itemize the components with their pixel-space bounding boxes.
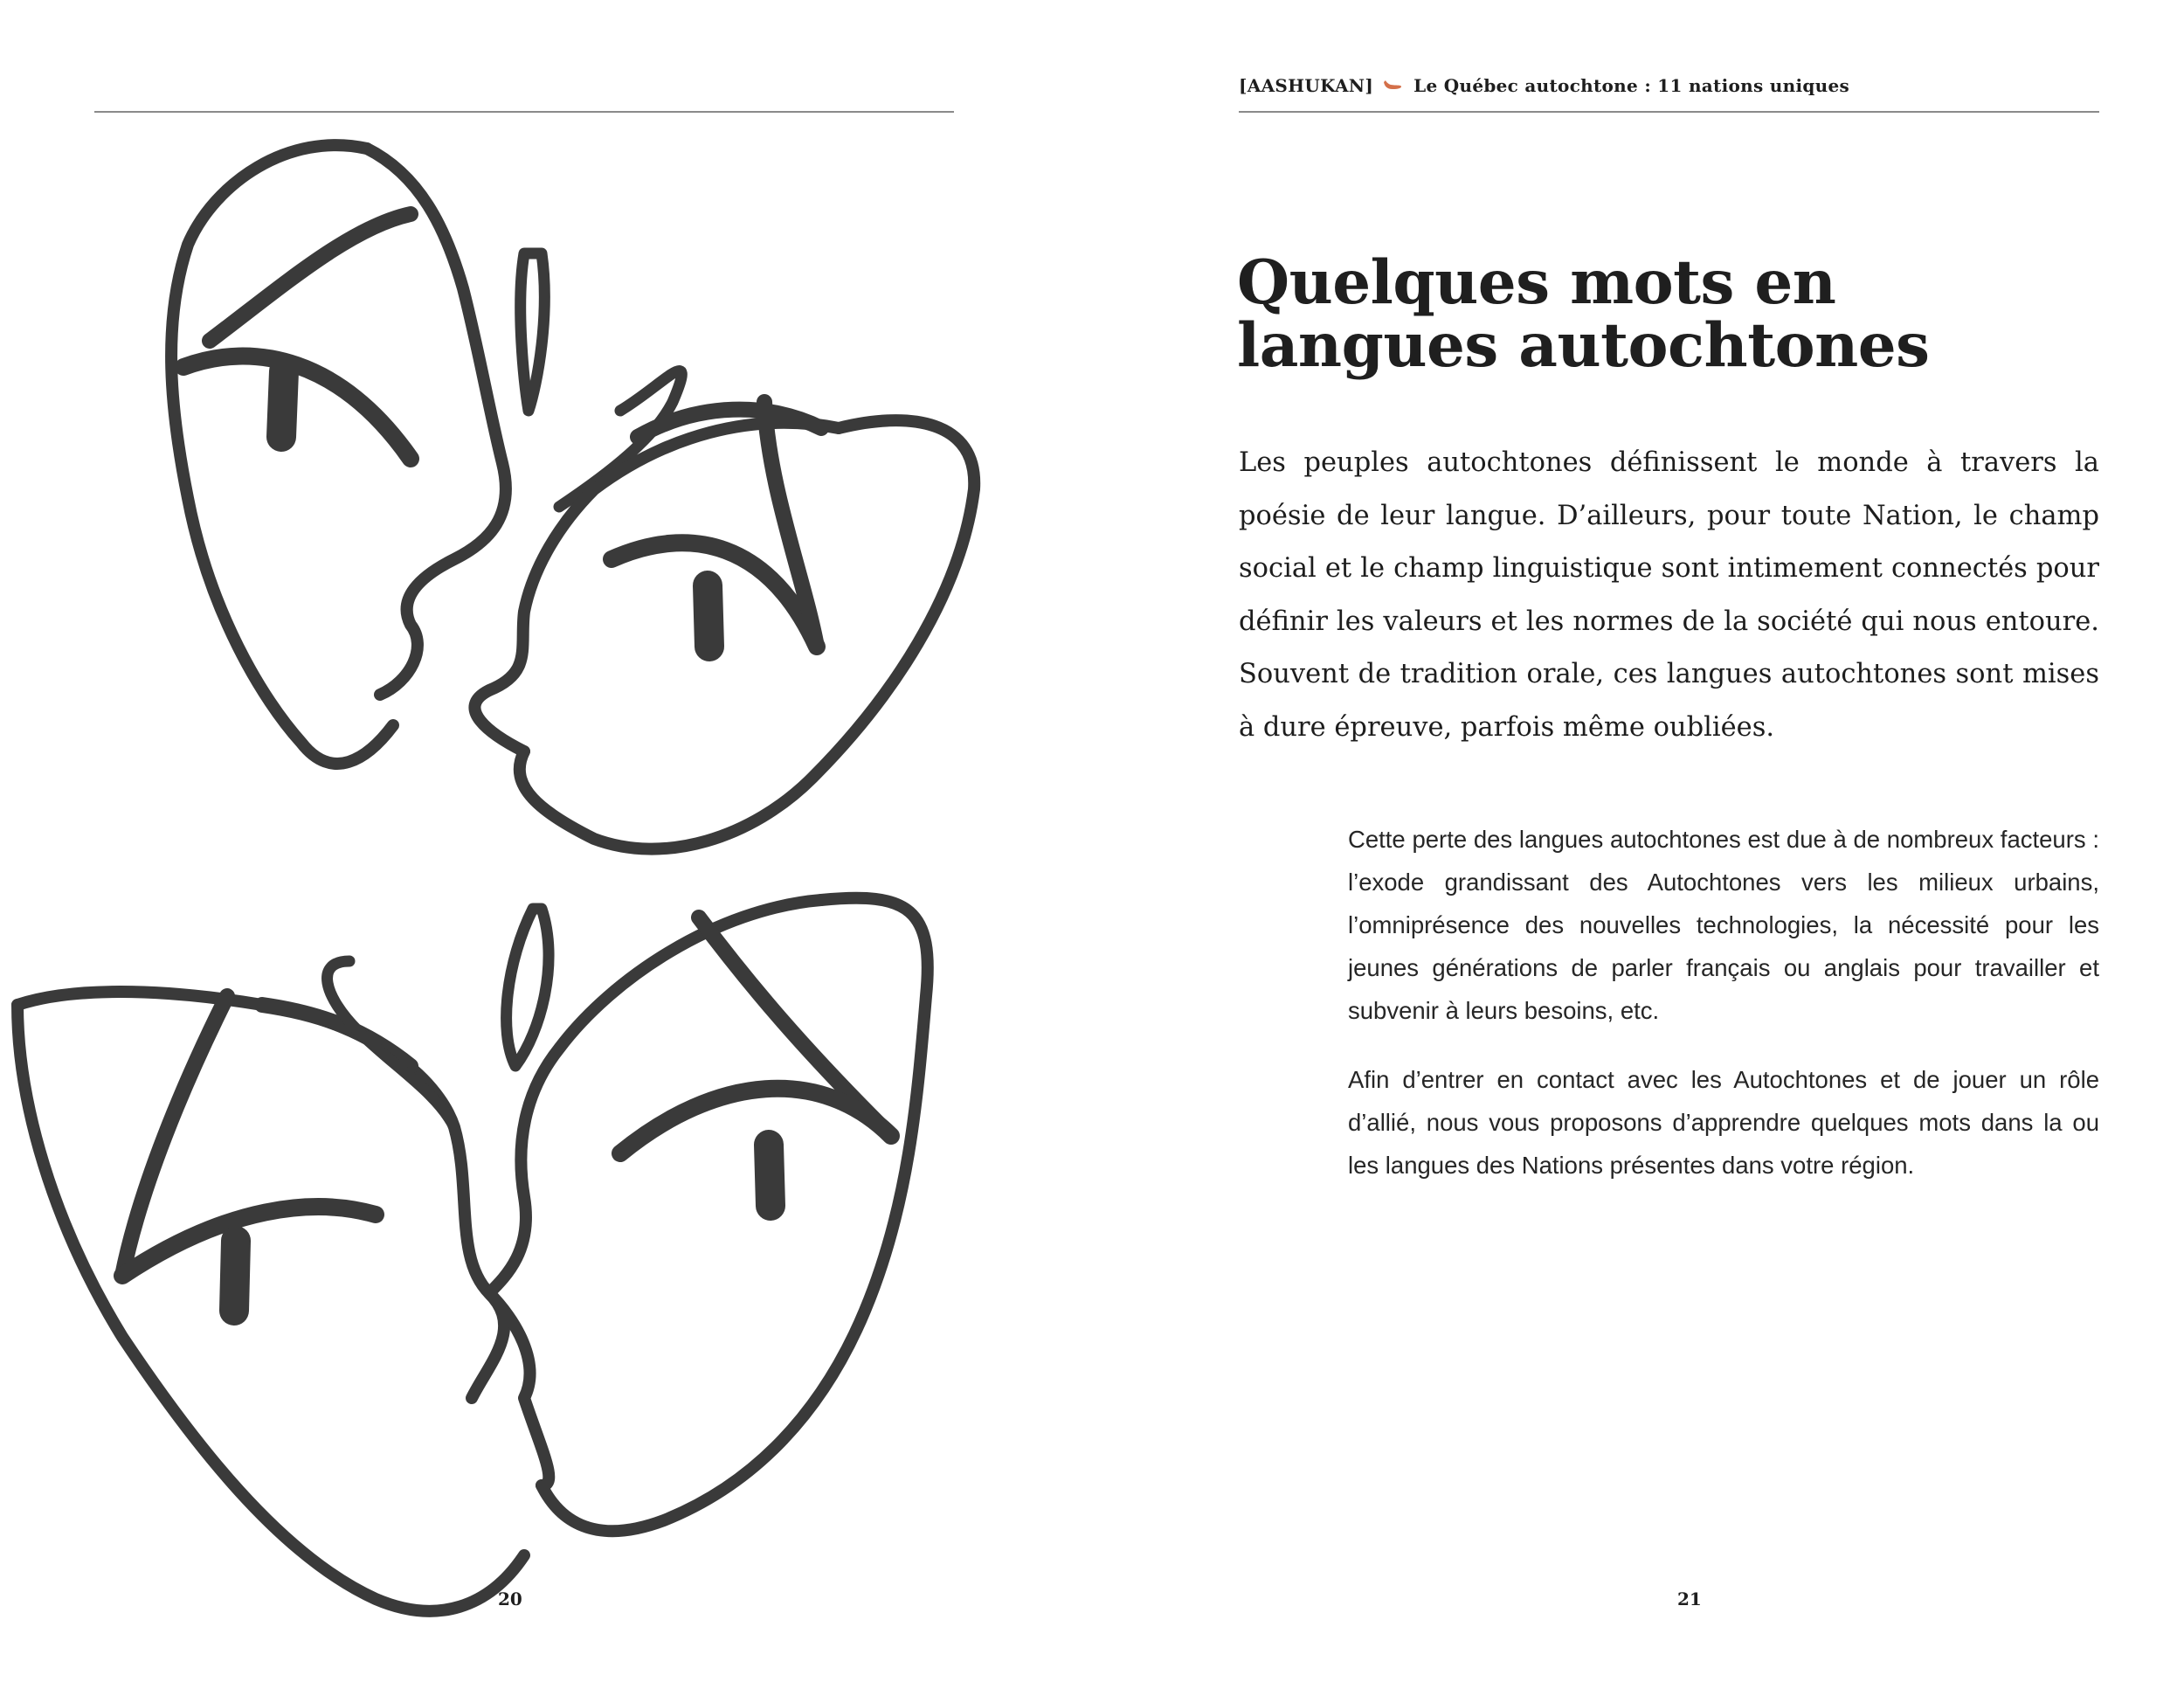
body-text [1348, 818, 2099, 1213]
series-label: [AASHUKAN] [1239, 75, 1374, 96]
top-right-face [474, 402, 974, 849]
top-hair-loops [521, 253, 682, 507]
lead-paragraph: Les peuples autochtones définissent le monde à travers la poésie de leur langue. D’ailleurs, pour toute Nation, le champ social et le champ linguistique sont intimement connectés pour définir les valeurs et les normes de la société qui nous entoure. Souvent de tradition orale, ces langues autochtones sont mises à dure épreuve, parfois même oubliées. [1239, 447, 2099, 743]
bottom-left-face [17, 992, 524, 1611]
header-rule [94, 111, 954, 113]
header-rule [1239, 111, 2099, 113]
moccasin-icon [1382, 80, 1403, 92]
body-paragraph: Afin d’entrer en contact avec les Autochtones et de jouer un rôle d’allié, nous vous proposons d’apprendre quelques mots dans la ou les langues des Nations présentes dans votre région. [1348, 1066, 2099, 1179]
top-left-face [171, 145, 506, 764]
book-title: Le Québec autochtone : 11 nations uniques [1413, 75, 1850, 96]
right-page [1092, 0, 2184, 1689]
faces-illustration [0, 122, 1092, 1625]
body-paragraph: Cette perte des langues autochtones est due à de nombreux facteurs : l’exode grandissant des Autochtones vers les milieux urbains, l’omniprésence des nouvelles technologies, la nécessité pour les jeunes générations de parler français ou anglais pour travailler et subvenir à leurs besoins, etc. [1348, 826, 2099, 1024]
page-number-left: 20 [498, 1589, 522, 1609]
page-number-right: 21 [1677, 1589, 1702, 1609]
chapter-title: Quelques mots en langues autochtones [1237, 247, 1930, 381]
running-head [1239, 75, 1849, 96]
bottom-right-face [489, 898, 928, 1531]
